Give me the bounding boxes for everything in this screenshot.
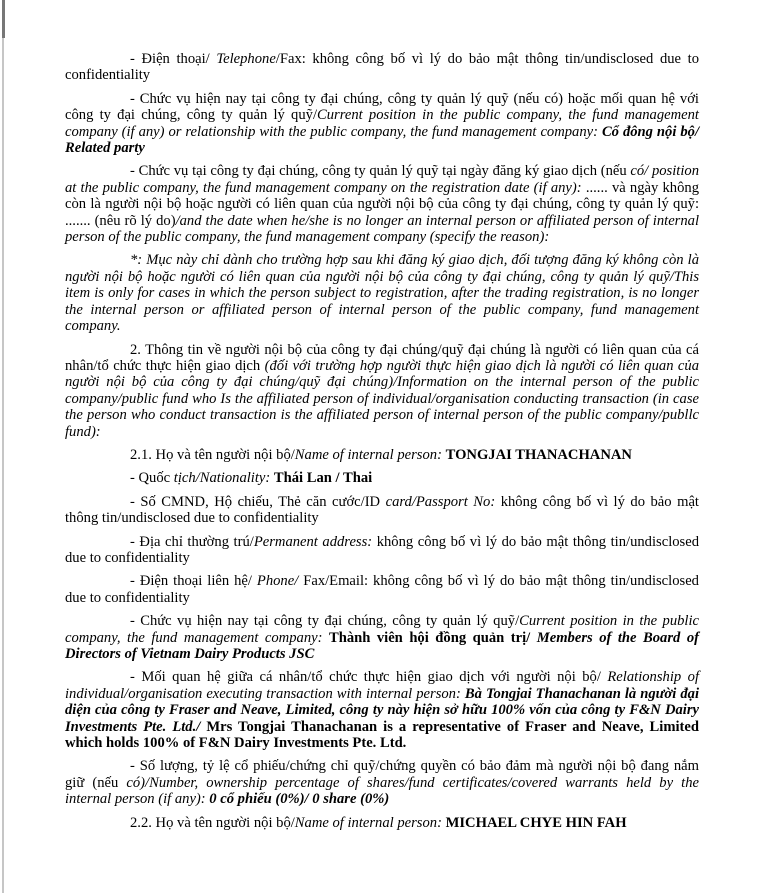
text-run: - Điện thoại liên hệ/	[130, 573, 257, 590]
text-run: Bà Tongjai Thanachanan là người đại diện của công ty Fraser and Neave, Limited, công ty này hiện sở hữu 100% vốn của công ty F&N Dairy Investments Pte. Ltd./	[65, 685, 703, 735]
para-current-position-relationship	[65, 90, 703, 157]
text-run: *: Mục này chỉ dành cho trường hợp sau khi đăng ký giao dịch, đối tượng đăng ký không còn là người nội bộ hoặc người có liên quan của người nội bộ của công ty đại chúng, công ty quản lý quỹ/This item is only for cases in which the person subject to registration, after the trading registration, is no longer the internal person or affiliated person of internal person of the public company, fund management company.	[65, 252, 703, 335]
text-run: Name of internal person:	[294, 814, 446, 831]
para-nationality	[65, 470, 699, 486]
text-run: Cổ đông nội bộ/ Related party	[65, 123, 703, 157]
text-run: /and the date when he/she is no longer an internal person or affiliated person of internal person of the public company, the fund management company (specify the reason):	[65, 212, 703, 246]
text-run: có/ position at the public company, the fund management company on the registration date (if any):	[65, 163, 703, 196]
scan-edge-mark	[2, 0, 5, 38]
text-run: Name of internal person:	[294, 446, 446, 463]
para-relationship	[65, 669, 703, 752]
text-run: có)/Number, ownership percentage of shares/fund certificates/covered warrants held by the internal person (if any):	[65, 774, 703, 808]
text-run: 2.1. Họ và tên người nội bộ/	[130, 446, 295, 463]
text-run: không công bố vì lý do bảo mật thông tin/undisclosed due to confidentiality	[65, 533, 703, 566]
text-run: 2. Thông tin về người nội bộ của công ty đại chúng/quỹ đại chúng là người có liên quan của cá nhân/tổ chức thực hiện giao dịch	[65, 341, 703, 374]
text-run: không công bố vì lý do bảo mật thông tin/undisclosed due to confidentiality	[65, 493, 703, 527]
text-run: Permanent address:	[253, 533, 377, 550]
document-body	[65, 51, 707, 838]
text-run: ...... và ngày không còn là người nội bộ hoặc người có liên quan của người nội bộ của công ty đại chúng, công ty quản lý quỹ: ....... (nêu rõ lý do)	[65, 179, 707, 229]
text-run: - Chức vụ hiện nay tại công ty đại chúng, công ty quản lý quỹ/	[130, 613, 520, 630]
para-permanent-address	[65, 533, 703, 567]
text-run: Thành viên hội đồng quản trị/	[328, 629, 537, 646]
text-run: - Quốc	[130, 470, 174, 487]
text-run: 2.2. Họ và tên người nội bộ/	[130, 814, 295, 831]
text-run: Current position in the public company, the fund management company:	[65, 613, 703, 646]
text-run: Thái Lan / Thai	[273, 470, 373, 487]
text-run: (đối với trường hợp người thực hiện giao dịch là người có liên quan của người nội bộ của công ty đại chúng/quỹ đại chúng)/Information on the internal person of the public company/public fund who Is the affiliated person of individual/organisation conducting transaction (in case the person who conduct transaction is the affiliated person of internal person of the public company/publlc fund):	[65, 357, 703, 440]
text-run: Relationship of individual/organisation executing transaction with internal person:	[65, 669, 703, 702]
text-run: Fax/Email: không công bố vì lý do bảo mật thông tin/undisclosed due to confidentiality	[65, 573, 703, 606]
text-run: Phone/	[256, 573, 304, 590]
text-run: card/Passport No:	[385, 493, 501, 510]
para-section-2-heading	[65, 341, 703, 440]
text-run: tịch/Nationality:	[173, 470, 274, 487]
text-run: Telephone	[216, 51, 276, 67]
text-run: - Chức vụ hiện nay tại công ty đại chúng, công ty quản lý quỹ (nếu có) hoặc mối quan hệ với công ty đại chúng, công ty quản lý quỹ/	[65, 90, 703, 124]
text-run: /Fax: không công bố vì lý do bảo mật thông tin/undisclosed due to confidentiality	[65, 51, 703, 84]
text-run: - Số CMND, Hộ chiếu, Thẻ căn cước/ID	[130, 493, 386, 510]
text-run: 0 cổ phiếu (0%)/ 0 share (0%)	[209, 791, 390, 808]
para-2-2-internal-person-name	[65, 815, 699, 831]
text-run: - Địa chỉ thường trú/	[130, 533, 254, 550]
text-run: - Chức vụ tại công ty đại chúng, công ty quản lý quỹ tại ngày đăng ký giao dịch (nếu	[130, 163, 631, 180]
para-note-asterisk	[65, 252, 703, 335]
para-position-on-registration-date	[65, 163, 707, 246]
para-id-passport	[65, 493, 703, 527]
para-current-position-internal-person	[65, 613, 703, 662]
text-run: TONGJAI THANACHANAN	[445, 446, 632, 463]
text-run: - Điện thoại/	[130, 51, 217, 67]
text-run: - Số lượng, tỷ lệ cổ phiếu/chứng chỉ quỹ/chứng quyền có bảo đảm mà người nội bộ đang nắm giữ (nếu	[65, 758, 703, 791]
text-run: Mrs Tongjai Thanachanan is a representative of Fraser and Neave, Limited which holds 100% of F&N Dairy Investments Pte. Ltd.	[65, 718, 703, 752]
para-telephone-fax	[65, 51, 703, 84]
para-shares-held	[65, 758, 703, 808]
text-run: - Mối quan hệ giữa cá nhân/tổ chức thực hiện giao dịch với người nội bộ/	[130, 669, 608, 686]
scan-edge-line	[2, 0, 4, 893]
text-run: Current position in the public company, the fund management company (if any) or relationship with the public company, the fund management company:	[65, 107, 703, 140]
para-phone-fax-email	[65, 573, 703, 606]
text-run: MICHAEL CHYE HIN FAH	[445, 814, 627, 831]
para-2-1-internal-person-name	[65, 447, 699, 463]
text-run: Members of the Board of Directors of Vietnam Dairy Products JSC	[65, 629, 703, 662]
